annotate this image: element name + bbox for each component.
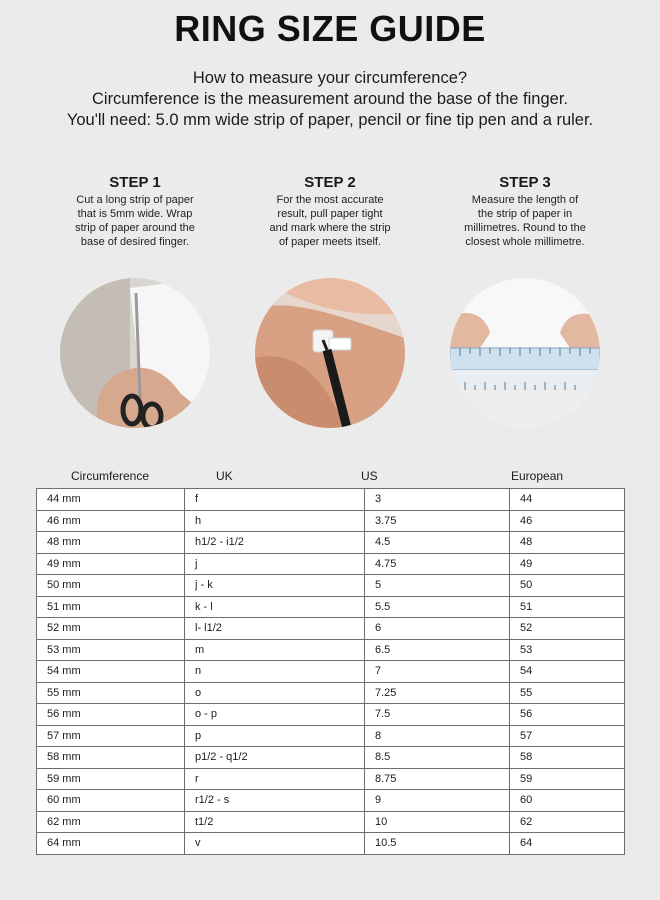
step-description <box>235 193 425 249</box>
step-text-line: that is 5mm wide. Wrap <box>77 208 193 220</box>
table-row <box>37 747 625 769</box>
circumference-cell: 56 mm <box>37 704 185 726</box>
column-header: US <box>361 469 378 483</box>
step-description <box>430 193 620 249</box>
us-size-cell: 4.75 <box>365 553 510 575</box>
uk-size-cell: n <box>185 661 365 683</box>
circumference-cell: 55 mm <box>37 682 185 704</box>
european-size-cell: 54 <box>510 661 625 683</box>
table-row <box>37 790 625 812</box>
table-row <box>37 682 625 704</box>
uk-size-cell: l- l1/2 <box>185 618 365 640</box>
circumference-cell: 50 mm <box>37 575 185 597</box>
european-size-cell: 48 <box>510 532 625 554</box>
steps-section <box>0 174 660 444</box>
us-size-cell: 6.5 <box>365 639 510 661</box>
circumference-cell: 46 mm <box>37 510 185 532</box>
us-size-cell: 4.5 <box>365 532 510 554</box>
uk-size-cell: j <box>185 553 365 575</box>
us-size-cell: 5.5 <box>365 596 510 618</box>
circumference-cell: 49 mm <box>37 553 185 575</box>
step-1 <box>40 174 230 249</box>
step-text-line: For the most accurate <box>276 194 384 206</box>
step-text-line: Measure the length of <box>471 194 579 206</box>
uk-size-cell: h1/2 - i1/2 <box>185 532 365 554</box>
step-text-line: strip of paper around the <box>75 222 195 234</box>
ruler-measuring-strip-icon <box>450 278 600 428</box>
uk-size-cell: p <box>185 725 365 747</box>
uk-size-cell: j - k <box>185 575 365 597</box>
table-row <box>37 596 625 618</box>
circumference-cell: 44 mm <box>37 489 185 511</box>
table-header <box>36 466 624 488</box>
us-size-cell: 3.75 <box>365 510 510 532</box>
step-text-line: closest whole millimetre. <box>465 236 585 248</box>
intro-line: You'll need: 5.0 mm wide strip of paper, pencil or fine tip pen and a ruler. <box>66 111 594 129</box>
us-size-cell: 5 <box>365 575 510 597</box>
european-size-cell: 64 <box>510 833 625 855</box>
scissors-cutting-paper-icon <box>60 278 210 428</box>
european-size-cell: 62 <box>510 811 625 833</box>
us-size-cell: 7 <box>365 661 510 683</box>
table-row <box>37 661 625 683</box>
european-size-cell: 50 <box>510 575 625 597</box>
step-title: STEP 1 <box>109 174 161 191</box>
column-header: UK <box>216 469 233 483</box>
uk-size-cell: p1/2 - q1/2 <box>185 747 365 769</box>
european-size-cell: 55 <box>510 682 625 704</box>
us-size-cell: 7.25 <box>365 682 510 704</box>
circumference-cell: 51 mm <box>37 596 185 618</box>
us-size-cell: 10 <box>365 811 510 833</box>
column-header: Circumference <box>71 469 150 483</box>
circumference-cell: 52 mm <box>37 618 185 640</box>
page-title: RING SIZE GUIDE <box>174 8 486 49</box>
table-row <box>37 704 625 726</box>
table-row <box>37 618 625 640</box>
intro-line: Circumference is the measurement around the base of the finger. <box>91 90 568 108</box>
uk-size-cell: o - p <box>185 704 365 726</box>
us-size-cell: 8.5 <box>365 747 510 769</box>
step-text-line: result, pull paper tight <box>277 208 383 220</box>
step-3 <box>430 174 620 249</box>
circumference-cell: 54 mm <box>37 661 185 683</box>
step-text-line: and mark where the strip <box>269 222 391 234</box>
us-size-cell: 3 <box>365 489 510 511</box>
uk-size-cell: k - l <box>185 596 365 618</box>
us-size-cell: 10.5 <box>365 833 510 855</box>
european-size-cell: 57 <box>510 725 625 747</box>
european-size-cell: 44 <box>510 489 625 511</box>
table-row <box>37 639 625 661</box>
step-text-line: of paper meets itself. <box>278 236 382 248</box>
european-size-cell: 60 <box>510 790 625 812</box>
step-text-line: millimetres. Round to the <box>464 222 586 234</box>
uk-size-cell: r1/2 - s <box>185 790 365 812</box>
european-size-cell: 53 <box>510 639 625 661</box>
step-title: STEP 3 <box>499 174 551 191</box>
table-row <box>37 833 625 855</box>
circumference-cell: 53 mm <box>37 639 185 661</box>
european-size-cell: 46 <box>510 510 625 532</box>
european-size-cell: 52 <box>510 618 625 640</box>
step-2 <box>235 174 425 249</box>
step-description <box>40 193 230 249</box>
table-row <box>37 811 625 833</box>
circumference-cell: 58 mm <box>37 747 185 769</box>
european-size-cell: 58 <box>510 747 625 769</box>
circumference-cell: 64 mm <box>37 833 185 855</box>
table-row <box>37 725 625 747</box>
european-size-cell: 51 <box>510 596 625 618</box>
intro-text <box>0 68 660 131</box>
uk-size-cell: r <box>185 768 365 790</box>
hand-marking-paper-strip-icon <box>255 278 405 428</box>
step-text-line: base of desired finger. <box>80 236 190 248</box>
intro-line: How to measure your circumference? <box>192 69 468 87</box>
us-size-cell: 8 <box>365 725 510 747</box>
uk-size-cell: f <box>185 489 365 511</box>
uk-size-cell: h <box>185 510 365 532</box>
table-row <box>37 489 625 511</box>
us-size-cell: 7.5 <box>365 704 510 726</box>
us-size-cell: 8.75 <box>365 768 510 790</box>
table-row <box>37 532 625 554</box>
table-row <box>37 510 625 532</box>
column-header: European <box>511 469 564 483</box>
uk-size-cell: o <box>185 682 365 704</box>
uk-size-cell: t1/2 <box>185 811 365 833</box>
circumference-cell: 48 mm <box>37 532 185 554</box>
table-row <box>37 768 625 790</box>
european-size-cell: 56 <box>510 704 625 726</box>
uk-size-cell: m <box>185 639 365 661</box>
table-row <box>37 575 625 597</box>
circumference-cell: 59 mm <box>37 768 185 790</box>
circumference-cell: 57 mm <box>37 725 185 747</box>
circumference-cell: 60 mm <box>37 790 185 812</box>
european-size-cell: 59 <box>510 768 625 790</box>
ring-size-table <box>36 466 624 855</box>
step-title: STEP 2 <box>304 174 356 191</box>
circumference-cell: 62 mm <box>37 811 185 833</box>
step-text-line: Cut a long strip of paper <box>76 194 194 206</box>
european-size-cell: 49 <box>510 553 625 575</box>
table-row <box>37 553 625 575</box>
us-size-cell: 9 <box>365 790 510 812</box>
uk-size-cell: v <box>185 833 365 855</box>
us-size-cell: 6 <box>365 618 510 640</box>
size-table-body <box>36 488 625 855</box>
step-text-line: the strip of paper in <box>477 208 573 220</box>
